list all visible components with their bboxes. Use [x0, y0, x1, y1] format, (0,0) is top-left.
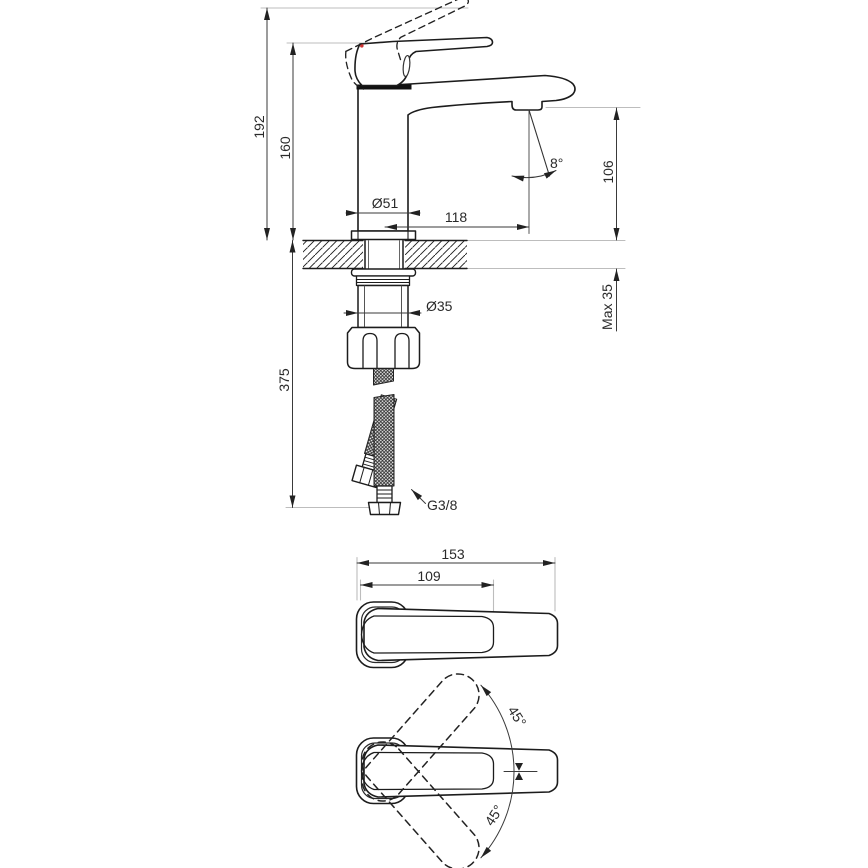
dim-swing-up: 45° — [504, 703, 530, 730]
dim-max-deck-thickness: Max 35 — [599, 284, 615, 330]
side-view — [251, 0, 640, 515]
handle-side-solid — [355, 38, 493, 86]
dim-shank-diameter: Ø35 — [426, 298, 453, 314]
handle-swing-view — [357, 674, 558, 868]
dim-handle-upper-length: 109 — [417, 568, 441, 584]
mounting-shank — [365, 241, 403, 270]
dim-hose-thread: G3/8 — [427, 497, 458, 513]
dim-stream-angle: 8° — [550, 155, 564, 171]
dim-under-counter-length: 375 — [276, 368, 292, 392]
washer — [352, 269, 416, 276]
handle-top-view — [357, 546, 558, 668]
hose-stub — [374, 369, 394, 386]
shank-cylinder — [358, 286, 408, 328]
mounting-nut — [348, 328, 420, 369]
dim-handle-overall-length: 153 — [441, 546, 465, 562]
dim-outlet-height: 106 — [600, 160, 616, 184]
base-plate — [352, 231, 416, 240]
dim-spout-reach: 118 — [444, 209, 468, 225]
dim-overall-height: 192 — [251, 115, 267, 139]
shank-rings — [357, 276, 410, 286]
dim-base-diameter: Ø51 — [371, 195, 399, 211]
dim-swing-down: 45° — [481, 802, 507, 829]
stream-angled-line — [529, 110, 550, 176]
dim-body-height: 160 — [277, 136, 293, 160]
countertop-section — [303, 241, 467, 269]
